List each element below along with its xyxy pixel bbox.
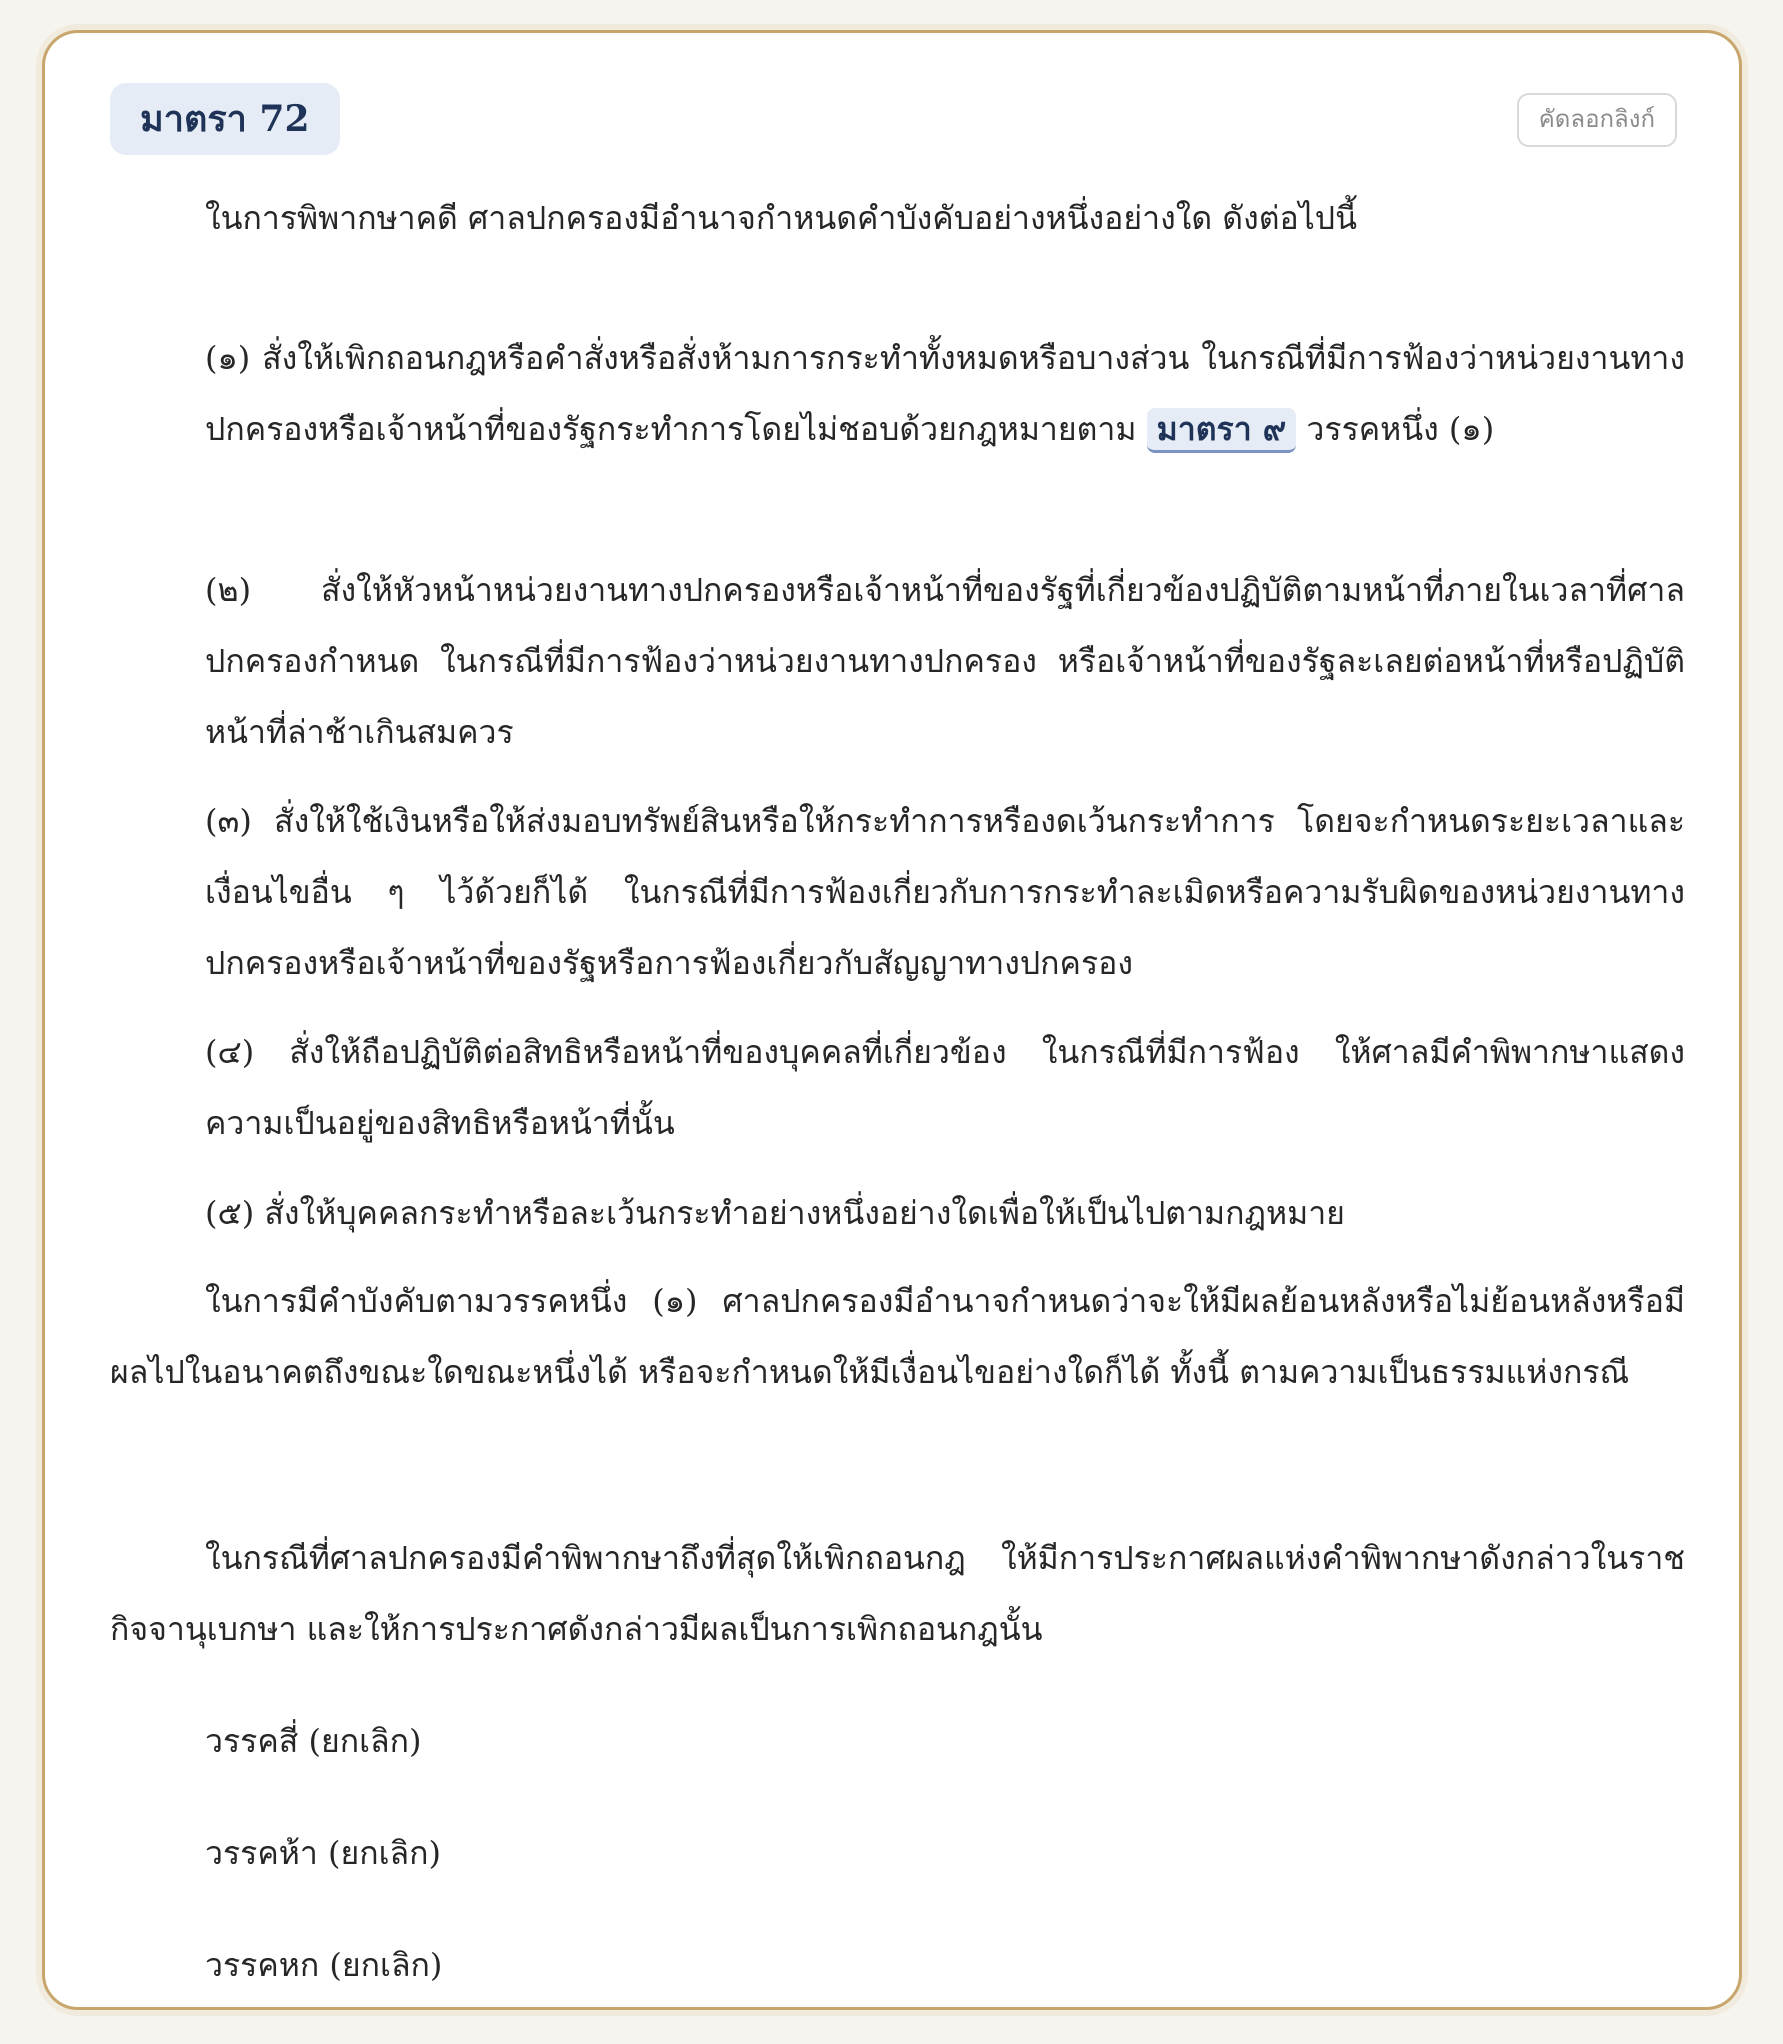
clause-item-2: (๒) สั่งให้หัวหน้าหน่วยงานทางปกครองหรือเจ้าหน้าที่ของรัฐที่เกี่ยวข้องปฏิบัติตามหน้าที่ภายในเวลาที่ศาลปกครองกำหนด ในกรณีที่มีการฟ้องว่าหน่วยงานทางปกครอง หรือเจ้าหน้าที่ของรัฐละเลยต่อหน้าที่หรือปฏิบัติหน้าที่ล่าช้าเกินสมควร: [205, 571, 1685, 751]
paragraph-six-repealed: วรรคหก (ยกเลิก): [205, 1946, 443, 1984]
clause-item-1-suffix: วรรคหนึ่ง (๑): [1296, 410, 1495, 448]
section-9-link[interactable]: มาตรา ๙: [1147, 408, 1297, 453]
intro-paragraph: ในการพิพากษาคดี ศาลปกครองมีอำนาจกำหนดคำบังคับอย่างหนึ่งอย่างใด ดังต่อไปนี้: [205, 199, 1357, 237]
paragraph-three: ในกรณีที่ศาลปกครองมีคำพิพากษาถึงที่สุดให้เพิกถอนกฎ ให้มีการประกาศผลแห่งคำพิพากษาดังกล่าวในราชกิจจานุเบกษา และให้การประกาศดังกล่าวมีผลเป็นการเพิกถอนกฎนั้น: [110, 1539, 1685, 1648]
copy-link-button[interactable]: คัดลอกลิงก์: [1517, 93, 1677, 147]
clause-item-1: [205, 323, 1685, 465]
clause-item-4: (๔) สั่งให้ถือปฏิบัติต่อสิทธิหรือหน้าที่ของบุคคลที่เกี่ยวข้อง ในกรณีที่มีการฟ้อง ให้ศาลมีคำพิพากษาแสดงความเป็นอยู่ของสิทธิหรือหน้าที่นั้น: [205, 1033, 1685, 1142]
section-card: [42, 30, 1742, 2010]
paragraph-four-repealed: วรรคสี่ (ยกเลิก): [205, 1722, 422, 1760]
clause-item-3: (๓) สั่งให้ใช้เงินหรือให้ส่งมอบทรัพย์สินหรือให้กระทำการหรืองดเว้นกระทำการ โดยจะกำหนดระยะเวลาและเงื่อนไขอื่น ๆ ไว้ด้วยก็ได้ ในกรณีที่มีการฟ้องเกี่ยวกับการกระทำละเมิดหรือความรับผิดของหน่วยงานทางปกครองหรือเจ้าหน้าที่ของรัฐหรือการฟ้องเกี่ยวกับสัญญาทางปกครอง: [205, 802, 1685, 982]
clause-item-1-text: (๑) สั่งให้เพิกถอนกฎหรือคำสั่งหรือสั่งห้ามการกระทำทั้งหมดหรือบางส่วน ในกรณีที่มีการฟ้องว่าหน่วยงานทางปกครองหรือเจ้าหน้าที่ของรัฐกระทำการโดยไม่ชอบด้วยกฎหมายตาม: [205, 339, 1685, 448]
paragraph-two: ในการมีคำบังคับตามวรรคหนึ่ง (๑) ศาลปกครองมีอำนาจกำหนดว่าจะให้มีผลย้อนหลังหรือไม่ย้อนหลังหรือมีผลไปในอนาคตถึงขณะใดขณะหนึ่งได้ หรือจะกำหนดให้มีเงื่อนไขอย่างใดก็ได้ ทั้งนี้ ตามความเป็นธรรมแห่งกรณี: [110, 1282, 1685, 1391]
section-title-badge: มาตรา 72: [110, 83, 340, 155]
paragraph-five-repealed: วรรคห้า (ยกเลิก): [205, 1834, 441, 1872]
clause-item-5: (๕) สั่งให้บุคคลกระทำหรือละเว้นกระทำอย่างหนึ่งอย่างใดเพื่อให้เป็นไปตามกฎหมาย: [205, 1194, 1345, 1232]
